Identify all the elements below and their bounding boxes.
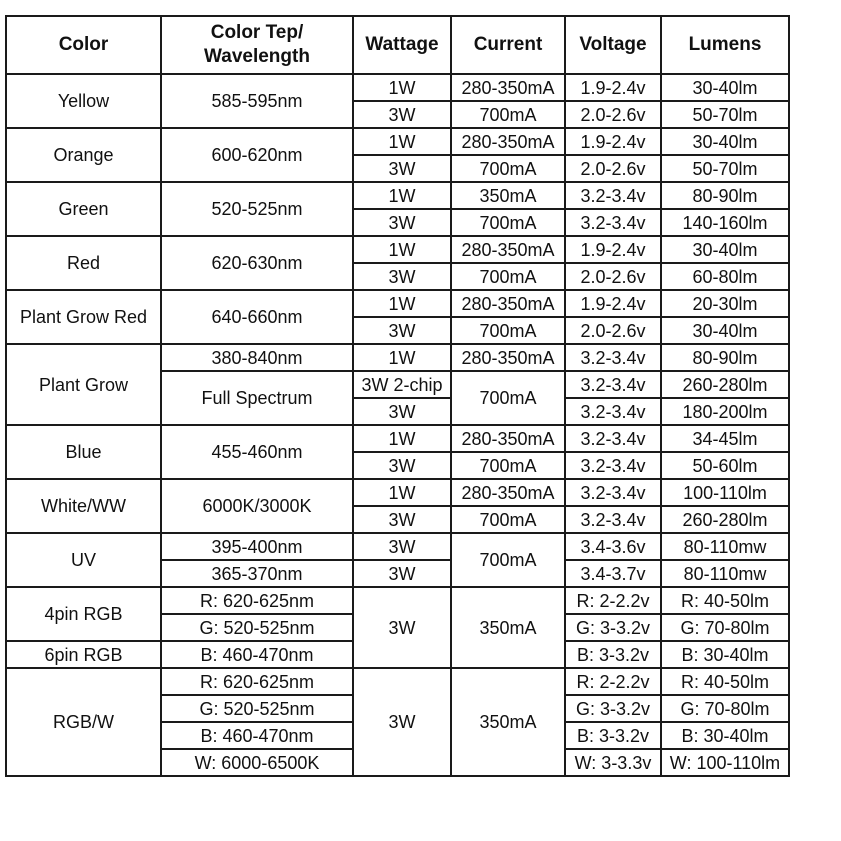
color-cell: Plant Grow	[6, 344, 161, 425]
current-cell: 700mA	[451, 452, 565, 479]
wavelength-cell: G: 520-525nm	[161, 695, 353, 722]
lumens-cell: 80-110mw	[661, 533, 789, 560]
wavelength-cell: 620-630nm	[161, 236, 353, 290]
wattage-cell: 3W	[353, 506, 451, 533]
wattage-cell: 3W	[353, 533, 451, 560]
wavelength-cell: 640-660nm	[161, 290, 353, 344]
led-spec-table	[5, 15, 790, 777]
table-row	[6, 182, 789, 209]
lumens-cell: B: 30-40lm	[661, 722, 789, 749]
color-cell: Plant Grow Red	[6, 290, 161, 344]
color-cell: Red	[6, 236, 161, 290]
lumens-cell: 30-40lm	[661, 317, 789, 344]
wavelength-cell: 395-400nm	[161, 533, 353, 560]
color-cell: Green	[6, 182, 161, 236]
current-cell: 700mA	[451, 506, 565, 533]
voltage-cell: 1.9-2.4v	[565, 74, 661, 101]
lumens-cell: 30-40lm	[661, 74, 789, 101]
table-row	[6, 587, 789, 614]
current-cell: 700mA	[451, 209, 565, 236]
wattage-cell: 3W	[353, 155, 451, 182]
wattage-cell: 3W	[353, 587, 451, 668]
voltage-cell: 1.9-2.4v	[565, 236, 661, 263]
lumens-cell: 80-90lm	[661, 182, 789, 209]
wavelength-cell: 455-460nm	[161, 425, 353, 479]
voltage-cell: B: 3-3.2v	[565, 641, 661, 668]
lumens-cell: G: 70-80lm	[661, 695, 789, 722]
wavelength-cell: B: 460-470nm	[161, 641, 353, 668]
wattage-cell: 3W	[353, 560, 451, 587]
current-cell: 700mA	[451, 263, 565, 290]
lumens-cell: R: 40-50lm	[661, 587, 789, 614]
voltage-cell: 2.0-2.6v	[565, 155, 661, 182]
wattage-cell: 1W	[353, 74, 451, 101]
wavelength-cell: 380-840nm	[161, 344, 353, 371]
voltage-cell: 3.2-3.4v	[565, 371, 661, 398]
header-wattage: Wattage	[353, 16, 451, 74]
wattage-cell: 3W	[353, 452, 451, 479]
current-cell: 700mA	[451, 155, 565, 182]
table-row	[6, 668, 789, 695]
lumens-cell: 140-160lm	[661, 209, 789, 236]
wavelength-cell: Full Spectrum	[161, 371, 353, 425]
wattage-cell: 1W	[353, 182, 451, 209]
current-cell: 280-350mA	[451, 344, 565, 371]
header-voltage: Voltage	[565, 16, 661, 74]
lumens-cell: 260-280lm	[661, 371, 789, 398]
lumens-cell: 80-110mw	[661, 560, 789, 587]
voltage-cell: 3.2-3.4v	[565, 452, 661, 479]
current-cell: 280-350mA	[451, 128, 565, 155]
voltage-cell: 3.2-3.4v	[565, 209, 661, 236]
color-cell: UV	[6, 533, 161, 587]
color-cell: Orange	[6, 128, 161, 182]
table-row	[6, 533, 789, 560]
wattage-cell: 3W	[353, 317, 451, 344]
voltage-cell: B: 3-3.2v	[565, 722, 661, 749]
current-cell: 280-350mA	[451, 74, 565, 101]
voltage-cell: R: 2-2.2v	[565, 668, 661, 695]
current-cell: 700mA	[451, 533, 565, 587]
lumens-cell: 30-40lm	[661, 236, 789, 263]
lumens-cell: 80-90lm	[661, 344, 789, 371]
voltage-cell: G: 3-3.2v	[565, 614, 661, 641]
wavelength-cell: 585-595nm	[161, 74, 353, 128]
wavelength-cell: R: 620-625nm	[161, 668, 353, 695]
current-cell: 700mA	[451, 317, 565, 344]
wattage-cell: 1W	[353, 236, 451, 263]
voltage-cell: 1.9-2.4v	[565, 128, 661, 155]
current-cell: 700mA	[451, 371, 565, 425]
lumens-cell: W: 100-110lm	[661, 749, 789, 776]
color-cell: White/WW	[6, 479, 161, 533]
current-cell: 350mA	[451, 182, 565, 209]
voltage-cell: 3.4-3.7v	[565, 560, 661, 587]
table-row	[6, 74, 789, 101]
wavelength-cell: W: 6000-6500K	[161, 749, 353, 776]
wavelength-cell: 600-620nm	[161, 128, 353, 182]
voltage-cell: G: 3-3.2v	[565, 695, 661, 722]
lumens-cell: 180-200lm	[661, 398, 789, 425]
color-cell: 6pin RGB	[6, 641, 161, 668]
wattage-cell: 3W	[353, 263, 451, 290]
header-wavelength-line2: Wavelength	[204, 46, 310, 67]
current-cell: 350mA	[451, 668, 565, 776]
current-cell: 350mA	[451, 587, 565, 668]
wavelength-cell: G: 520-525nm	[161, 614, 353, 641]
voltage-cell: 3.4-3.6v	[565, 533, 661, 560]
header-current: Current	[451, 16, 565, 74]
wattage-cell: 1W	[353, 290, 451, 317]
wavelength-cell: 365-370nm	[161, 560, 353, 587]
lumens-cell: 60-80lm	[661, 263, 789, 290]
voltage-cell: R: 2-2.2v	[565, 587, 661, 614]
voltage-cell: 3.2-3.4v	[565, 182, 661, 209]
color-cell: RGB/W	[6, 668, 161, 776]
color-cell: 4pin RGB	[6, 587, 161, 641]
wattage-cell: 3W	[353, 668, 451, 776]
voltage-cell: 3.2-3.4v	[565, 479, 661, 506]
wattage-cell: 1W	[353, 479, 451, 506]
wavelength-cell: R: 620-625nm	[161, 587, 353, 614]
lumens-cell: B: 30-40lm	[661, 641, 789, 668]
lumens-cell: 50-60lm	[661, 452, 789, 479]
lumens-cell: G: 70-80lm	[661, 614, 789, 641]
lumens-cell: 20-30lm	[661, 290, 789, 317]
header-row	[6, 16, 789, 74]
voltage-cell: 3.2-3.4v	[565, 425, 661, 452]
color-cell: Blue	[6, 425, 161, 479]
wattage-cell: 1W	[353, 425, 451, 452]
header-lumens: Lumens	[661, 16, 789, 74]
current-cell: 700mA	[451, 101, 565, 128]
wattage-cell: 3W	[353, 209, 451, 236]
current-cell: 280-350mA	[451, 290, 565, 317]
voltage-cell: W: 3-3.3v	[565, 749, 661, 776]
voltage-cell: 3.2-3.4v	[565, 344, 661, 371]
lumens-cell: 50-70lm	[661, 155, 789, 182]
wattage-cell: 1W	[353, 128, 451, 155]
current-cell: 280-350mA	[451, 479, 565, 506]
wavelength-cell: B: 460-470nm	[161, 722, 353, 749]
voltage-cell: 2.0-2.6v	[565, 101, 661, 128]
voltage-cell: 2.0-2.6v	[565, 263, 661, 290]
wattage-cell: 3W	[353, 398, 451, 425]
table-row	[6, 425, 789, 452]
current-cell: 280-350mA	[451, 425, 565, 452]
wattage-cell: 3W	[353, 101, 451, 128]
header-color: Color	[6, 16, 161, 74]
voltage-cell: 3.2-3.4v	[565, 398, 661, 425]
lumens-cell: 100-110lm	[661, 479, 789, 506]
table-row	[6, 479, 789, 506]
table-row	[6, 128, 789, 155]
table-row	[6, 290, 789, 317]
wavelength-cell: 6000K/3000K	[161, 479, 353, 533]
wattage-cell: 1W	[353, 344, 451, 371]
lumens-cell: 34-45lm	[661, 425, 789, 452]
table-row	[6, 344, 789, 371]
lumens-cell: R: 40-50lm	[661, 668, 789, 695]
lumens-cell: 30-40lm	[661, 128, 789, 155]
wavelength-cell: 520-525nm	[161, 182, 353, 236]
table-row	[6, 236, 789, 263]
lumens-cell: 50-70lm	[661, 101, 789, 128]
lumens-cell: 260-280lm	[661, 506, 789, 533]
voltage-cell: 2.0-2.6v	[565, 317, 661, 344]
current-cell: 280-350mA	[451, 236, 565, 263]
header-wavelength-line1: Color Tep/	[210, 22, 304, 43]
voltage-cell: 1.9-2.4v	[565, 290, 661, 317]
color-cell: Yellow	[6, 74, 161, 128]
voltage-cell: 3.2-3.4v	[565, 506, 661, 533]
wattage-cell: 3W 2-chip	[353, 371, 451, 398]
header-wavelength	[161, 16, 353, 74]
